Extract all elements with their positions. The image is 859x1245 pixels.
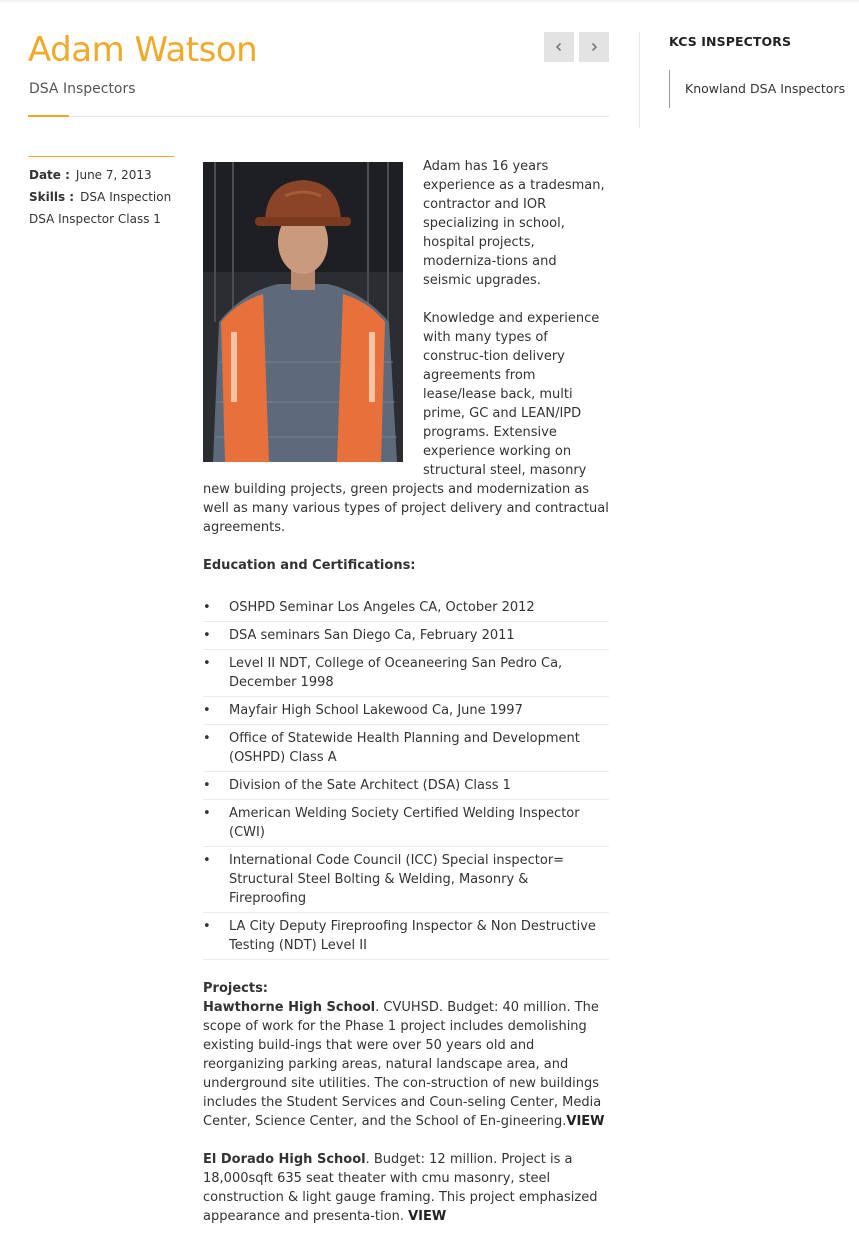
list-item-text: International Code Council (ICC) Special inspector= Structural Steel Bolting & Welding, Masonry & Fireproofing <box>229 853 565 906</box>
bullet: • <box>203 703 211 718</box>
list-item <box>203 772 609 800</box>
project-name: Hawthorne High School <box>203 1000 376 1015</box>
top-border <box>0 0 859 2</box>
project-hawthorne <box>203 998 609 1131</box>
view-project-link[interactable]: VIEW <box>566 1114 605 1129</box>
post-content <box>203 157 609 1245</box>
bullet: • <box>203 656 211 671</box>
project-el-dorado <box>203 1150 609 1226</box>
bullet: • <box>203 778 211 793</box>
bio-paragraph-2: Knowledge and experience with many types of construc-tion delivery agreements from lease/lease back, multi prime, GC and LEAN/IPD programs. Extensive experience working on structural steel, masonry new building projects, green projects and modernization as well as many various types of project delivery and contractual agreements. <box>203 311 609 535</box>
list-item <box>203 650 609 697</box>
prev-post-button[interactable] <box>544 32 574 62</box>
sidebar-heading: KCS INSPECTORS <box>669 34 792 49</box>
meta-skills-extra: DSA Inspector Class 1 <box>29 212 161 226</box>
list-item <box>203 800 609 847</box>
list-item <box>203 594 609 622</box>
meta-accent-line <box>28 156 174 157</box>
chevron-left-icon <box>554 42 564 52</box>
list-item-text: Division of the Sate Architect (DSA) Class 1 <box>229 778 511 793</box>
date-label: Date : <box>29 168 70 182</box>
list-item-text: American Welding Society Certified Welding Inspector (CWI) <box>229 806 580 840</box>
header-accent-line <box>28 115 69 117</box>
sidebar-divider <box>639 32 640 128</box>
page-title: Adam Watson <box>28 30 258 70</box>
view-project-link[interactable]: VIEW <box>408 1209 447 1224</box>
list-item-text: Mayfair High School Lakewood Ca, June 1997 <box>229 703 523 718</box>
bullet: • <box>203 600 211 615</box>
skills-value: DSA Inspection <box>80 190 172 204</box>
skills-label: Skills : <box>29 190 75 204</box>
projects-heading: Projects: <box>203 981 268 996</box>
education-heading: Education and Certifications: <box>203 558 416 573</box>
list-item-text: OSHPD Seminar Los Angeles CA, October 2012 <box>229 600 535 615</box>
profile-photo <box>203 162 403 462</box>
certification-list <box>203 594 609 960</box>
list-item-text: DSA seminars San Diego Ca, February 2011 <box>229 628 515 643</box>
page-subtitle: DSA Inspectors <box>29 81 136 97</box>
bullet: • <box>203 628 211 643</box>
sidebar-item-knowland-dsa-inspectors[interactable]: Knowland DSA Inspectors <box>685 81 846 96</box>
project-name: El Dorado High School <box>203 1152 366 1167</box>
project-description: . Budget: 12 million. Project is a 18,000sqft 635 seat theater with cmu masonry, steel construction & light gauge framing. This project emphasized appearance and presenta-tion. <box>203 1152 598 1224</box>
bullet: • <box>203 806 211 821</box>
bullet: • <box>203 731 211 746</box>
list-item <box>203 725 609 772</box>
project-description: . CVUHSD. Budget: 40 million. The scope of work for the Phase 1 project includes demolishing existing build-ings that were over 50 years old and reorganizing parking areas, natural landscape area, and underground site utilities. The con-struction of new buildings includes the Student Services and Coun-seling Center, Media Center, Science Center, and the School of En-gineering. <box>203 1000 602 1129</box>
date-value: June 7, 2013 <box>75 168 152 182</box>
bio-paragraph-1: Adam has 16 years experience as a tradesman, contractor and IOR specializing in school, hospital projects, moderniza-tions and seismic upgrades. <box>423 159 605 288</box>
list-item <box>203 697 609 725</box>
sidebar-item-indicator <box>669 70 670 108</box>
bullet: • <box>203 919 211 934</box>
next-post-button[interactable] <box>579 32 609 62</box>
header-divider <box>28 116 609 117</box>
meta-skills <box>29 190 171 204</box>
list-item-text: Level II NDT, College of Oceaneering San Pedro Ca, December 1998 <box>229 656 563 690</box>
list-item-text: Office of Statewide Health Planning and Development (OSHPD) Class A <box>229 731 580 765</box>
list-item <box>203 847 609 913</box>
meta-date <box>29 168 152 182</box>
list-item <box>203 622 609 650</box>
list-item <box>203 913 609 960</box>
chevron-right-icon <box>589 42 599 52</box>
bullet: • <box>203 853 211 868</box>
list-item-text: LA City Deputy Fireproofing Inspector & Non Destructive Testing (NDT) Level II <box>229 919 596 953</box>
